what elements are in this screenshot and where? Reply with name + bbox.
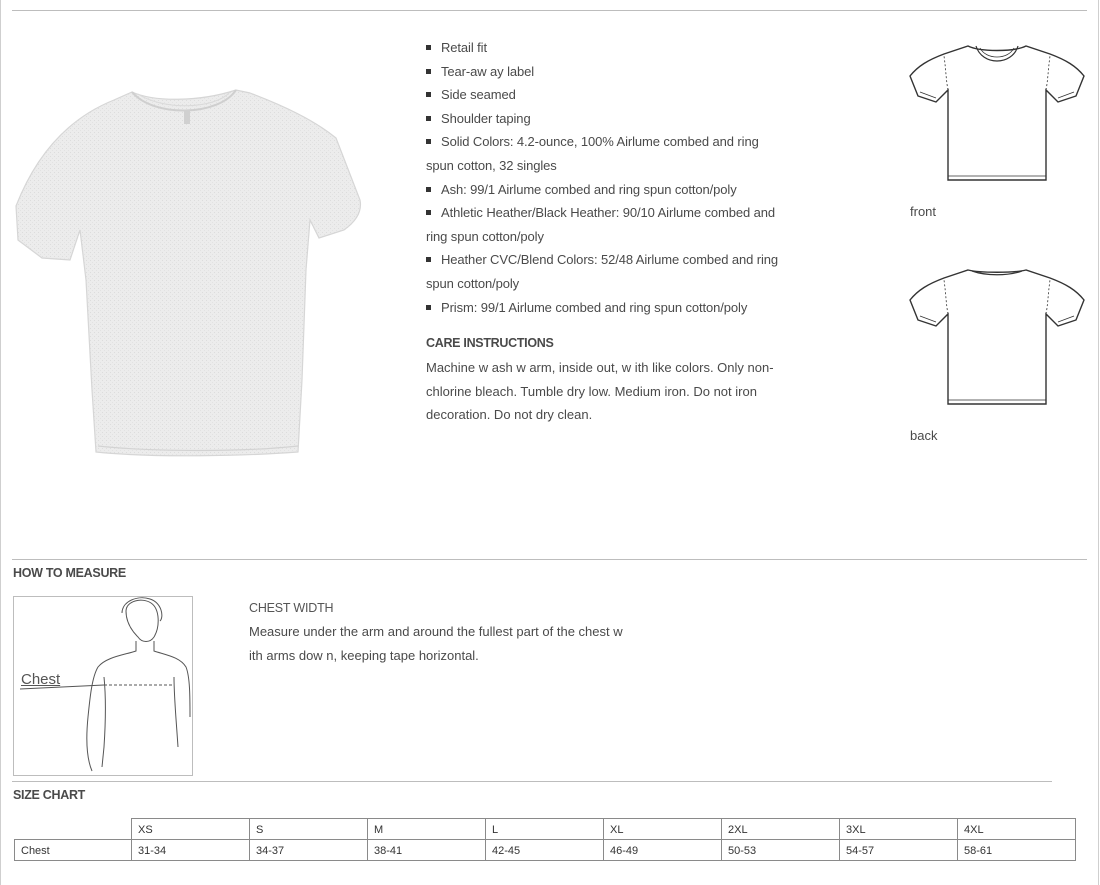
feature-text: Side seamed (441, 87, 516, 103)
size-chart-title: SIZE CHART (13, 788, 86, 802)
chest-diagram-label: Chest (21, 671, 61, 688)
feature-item (426, 107, 786, 131)
product-photo (14, 80, 364, 458)
feature-item (426, 83, 786, 107)
chest-value-cell: 54-57 (840, 840, 958, 861)
bullet-icon (426, 305, 431, 310)
bullet-icon (426, 187, 431, 192)
bullet-icon (426, 139, 431, 144)
chest-value-cell: 34-37 (250, 840, 368, 861)
size-header-cell: 2XL (722, 819, 840, 840)
back-label: back (910, 428, 938, 443)
size-header-cell: 4XL (958, 819, 1076, 840)
bullet-icon (426, 69, 431, 74)
chest-row-label: Chest (15, 840, 132, 861)
feature-list (426, 36, 786, 319)
feature-text: Retail fit (441, 40, 487, 55)
feature-text-continued: spun cotton, 32 singles (426, 157, 557, 173)
size-header-empty-cell (15, 819, 132, 840)
front-flat-sketch (906, 40, 1088, 188)
feature-text: Shoulder taping (441, 110, 531, 126)
size-chart-table (14, 818, 1076, 861)
chest-value-cell: 38-41 (368, 840, 486, 861)
size-header-row (15, 819, 1076, 840)
care-instructions-text: Machine w ash w arm, inside out, w ith like colors. Only non-chlorine bleach. Tumble dry low. Medium iron. Do not iron decoration. Do not dry clean. (426, 360, 774, 423)
how-to-measure-title: HOW TO MEASURE (13, 566, 126, 580)
care-instructions-title: CARE INSTRUCTIONS (426, 336, 554, 350)
size-header-cell: XS (132, 819, 250, 840)
feature-item (426, 248, 786, 295)
chest-width-heading: CHEST WIDTH (249, 601, 334, 615)
bullet-icon (426, 210, 431, 215)
feature-item (426, 178, 786, 202)
bullet-icon (426, 257, 431, 262)
feature-text: Ash: 99/1 Airlume combed and ring spun cotton/poly (441, 181, 737, 197)
feature-text-continued: ring spun cotton/poly (426, 228, 544, 244)
size-header-cell: M (368, 819, 486, 840)
measure-diagram (13, 596, 193, 776)
chest-value-cell: 50-53 (722, 840, 840, 861)
feature-item (426, 296, 786, 320)
feature-text: Tear-aw ay label (441, 63, 535, 79)
feature-text: Athletic Heather/Black Heather: 90/10 Airlume combed and (441, 205, 776, 221)
size-header-cell: 3XL (840, 819, 958, 840)
chest-row (15, 840, 1076, 861)
bullet-icon (426, 116, 431, 121)
chest-value-cell: 46-49 (604, 840, 722, 861)
size-header-cell: XL (604, 819, 722, 840)
feature-text: Prism: 99/1 Airlume combed and ring spun cotton/poly (441, 299, 748, 315)
feature-text: Solid Colors: 4.2-ounce, 100% Airlume combed and ring (441, 134, 759, 150)
chest-value-cell: 42-45 (486, 840, 604, 861)
feature-text-continued: spun cotton/poly (426, 275, 520, 291)
feature-item (426, 130, 786, 177)
size-header-cell: L (486, 819, 604, 840)
page-border-left (0, 0, 1, 885)
chest-value-cell: 31-34 (132, 840, 250, 861)
bullet-icon (426, 45, 431, 50)
chest-width-instructions: Measure under the arm and around the fullest part of the chest w ith arms dow n, keeping tape horizontal. (249, 624, 623, 663)
feature-text: Heather CVC/Blend Colors: 52/48 Airlume combed and ring (441, 252, 779, 268)
feature-item (426, 60, 786, 84)
divider-middle (12, 559, 1087, 560)
bullet-icon (426, 92, 431, 97)
feature-item (426, 36, 786, 60)
chest-value-cell: 58-61 (958, 840, 1076, 861)
feature-item (426, 201, 786, 248)
size-header-cell: S (250, 819, 368, 840)
back-flat-sketch (906, 264, 1088, 412)
divider-lower (12, 781, 1052, 782)
divider-top (12, 10, 1087, 11)
page-border-right (1098, 0, 1099, 885)
front-label: front (910, 204, 937, 219)
